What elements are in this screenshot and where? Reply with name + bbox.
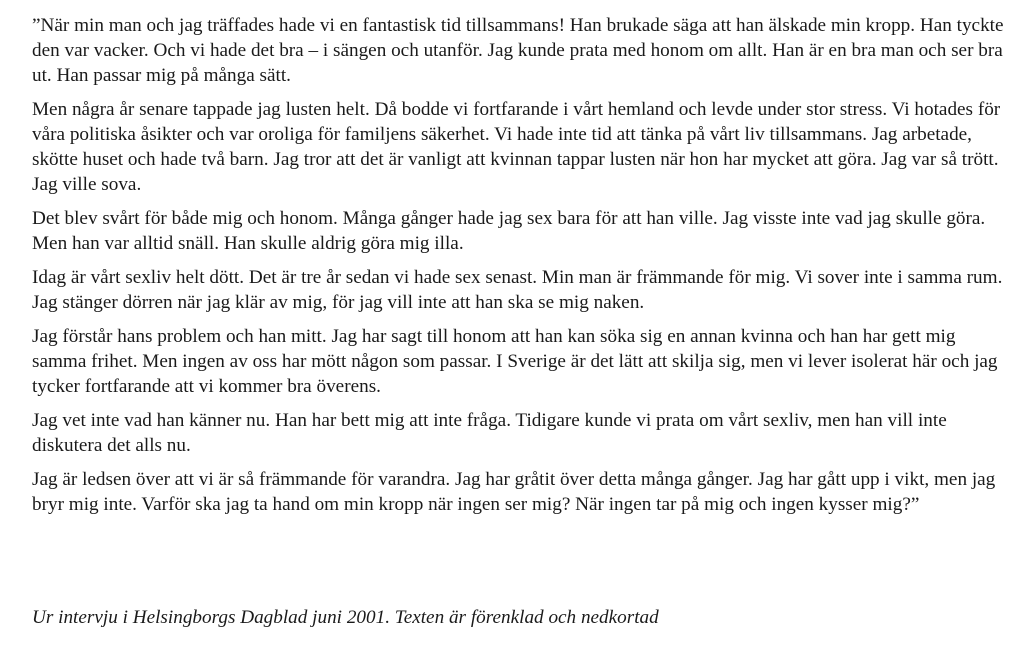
paragraph-1: ”När min man och jag träffades hade vi en fantastisk tid tillsammans! Han brukade säga att han älskade min kropp. Han tyckte den var vacker. Och vi hade det bra – i sängen och utanför. Jag kunde prata med honom om allt. Han är en bra man och ser bra ut. Han passar mig på många sätt. [32,15,1004,86]
paragraph-4: Idag är vårt sexliv helt dött. Det är tre år sedan vi hade sex senast. Min man är främmande för mig. Vi sover inte i samma rum. Jag stänger dörren när jag klär av mig, för jag vill inte att han ska se mig naken. [32,267,1003,313]
paragraph-2: Men några år senare tappade jag lusten helt. Då bodde vi fortfarande i vårt hemland och levde under stor stress. Vi hotades för våra politiska åsikter och var oroliga för familjens säkerhet. Vi hade inte tid att tänka på vårt liv tillsammans. Jag arbetade, skötte huset och hade två barn. Jag tror att det är vanligt att kvinnan tappar lusten när hon har mycket att göra. Jag var så trött. Jag ville sova. [32,99,1001,195]
paragraph-5: Jag förstår hans problem och han mitt. Jag har sagt till honom att han kan söka sig en annan kvinna och han har gett mig samma frihet. Men ingen av oss har mött någon som passar. I Sverige är det lätt att skilja sig, men vi lever isolerat här och jag tycker fortfarande att vi kommer bra överens. [32,326,998,397]
source-caption: Ur intervju i Helsingborgs Dagblad juni 2001. Texten är förenklad och nedkortad [32,607,659,628]
paragraph-6: Jag vet inte vad han känner nu. Han har bett mig att inte fråga. Tidigare kunde vi prata om vårt sexliv, men han vill inte diskutera det alls nu. [32,410,947,456]
paragraph-7: Jag är ledsen över att vi är så främmande för varandra. Jag har gråtit över detta många gånger. Jag har gått upp i vikt, men jag bryr mig inte. Varför ska jag ta hand om min kropp när ingen ser mig? När ingen tar på mig och ingen kysser mig?” [32,469,996,515]
article-body [32,13,1007,526]
paragraph-3: Det blev svårt för både mig och honom. Många gånger hade jag sex bara för att han ville. Jag visste inte vad jag skulle göra. Men han var alltid snäll. Han skulle aldrig göra mig illa. [32,208,986,254]
